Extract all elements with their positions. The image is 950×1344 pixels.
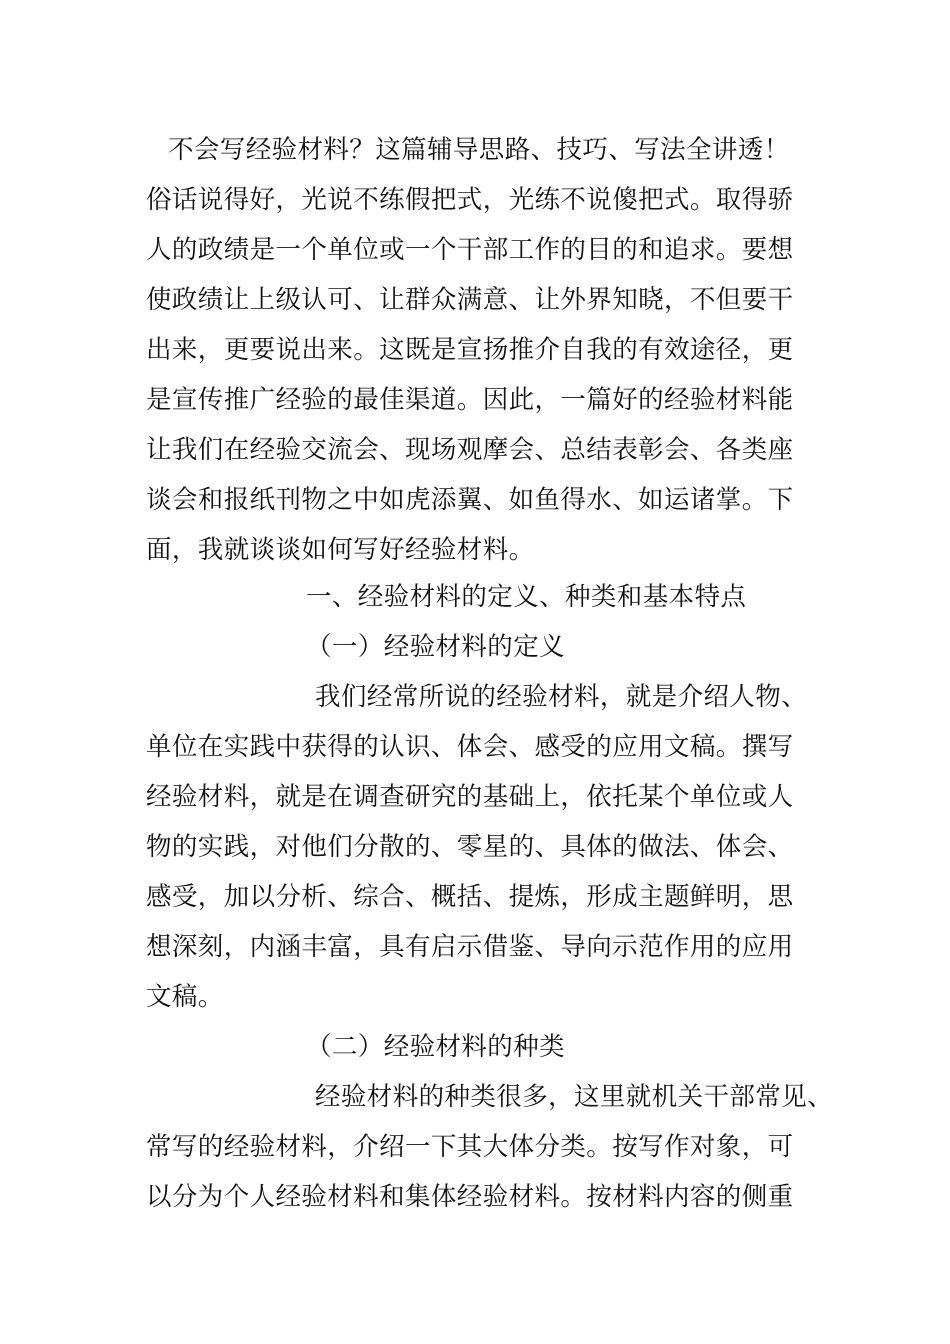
intro-line: 人的政绩是一个单位或一个干部工作的目的和追求。要想 [146, 235, 794, 265]
paragraph-line: 经验材料，就是在调查研究的基础上，依托某个单位或人 [146, 782, 794, 812]
paragraph-line: 经验材料的种类很多，这里就机关干部常见、 [315, 1082, 834, 1112]
subsection-heading: （二）经验材料的种类 [306, 1032, 566, 1062]
paragraph-line: 文稿。 [146, 982, 224, 1012]
intro-line: 使政绩让上级认可、让群众满意、让外界知晓，不但要干 [146, 285, 794, 315]
intro-line: 俗话说得好，光说不练假把式，光练不说傻把式。取得骄 [146, 185, 794, 215]
intro-line: 让我们在经验交流会、现场观摩会、总结表彰会、各类座 [146, 435, 794, 465]
paragraph-line: 单位在实践中获得的认识、体会、感受的应用文稿。撰写 [146, 732, 794, 762]
paragraph-line: 感受，加以分析、综合、概括、提炼，形成主题鲜明，思 [146, 882, 794, 912]
subsection-heading: （一）经验材料的定义 [306, 632, 566, 662]
paragraph-line: 我们经常所说的经验材料，就是介绍人物、 [315, 682, 808, 712]
document-title: 不会写经验材料？这篇辅导思路、技巧、写法全讲透！ [168, 135, 790, 165]
intro-line: 面，我就谈谈如何写好经验材料。 [146, 535, 535, 565]
intro-line: 谈会和报纸刊物之中如虎添翼、如鱼得水、如运诸掌。下 [146, 485, 794, 515]
paragraph-line: 物的实践，对他们分散的、零星的、具体的做法、体会、 [146, 832, 794, 862]
paragraph-line: 想深刻，内涵丰富，具有启示借鉴、导向示范作用的应用 [146, 932, 794, 962]
intro-line: 出来，更要说出来。这既是宣扬推介自我的有效途径，更 [146, 335, 794, 365]
paragraph-line: 以分为个人经验材料和集体经验材料。按材料内容的侧重 [146, 1182, 794, 1212]
paragraph-line: 常写的经验材料，介绍一下其大体分类。按写作对象，可 [146, 1132, 794, 1162]
intro-line: 是宣传推广经验的最佳渠道。因此，一篇好的经验材料能 [146, 385, 794, 415]
section-heading: 一、经验材料的定义、种类和基本特点 [306, 582, 747, 612]
